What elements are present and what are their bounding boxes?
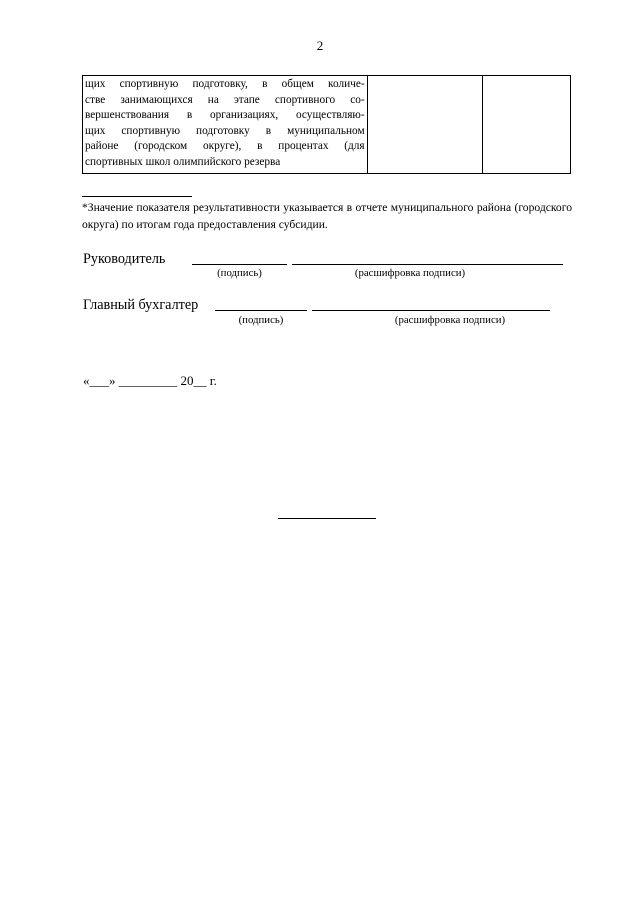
description-line: щих спортивную подготовку в муниципальном <box>85 124 365 137</box>
head-signature-line <box>192 263 287 265</box>
chief-accountant-signature-line <box>215 309 307 311</box>
description-line: стве занимающихся на этапе спортивного со- <box>85 93 365 106</box>
indicator-description <box>83 76 367 173</box>
head-signature-caption: (подпись) <box>217 267 262 279</box>
chief-accountant-signature-caption: (подпись) <box>238 314 284 326</box>
head-label: Руководитель <box>83 251 166 267</box>
page-number: 2 <box>316 38 324 53</box>
indicator-value-cell-2 <box>482 76 570 174</box>
chief-accountant-label: Главный бухгалтер <box>83 297 199 313</box>
head-decoding-line <box>292 263 563 265</box>
indicator-table <box>82 75 571 174</box>
head-decoding-caption: (расшифровка подписи) <box>354 267 466 279</box>
table-row <box>83 76 571 174</box>
chief-accountant-decoding-caption: (расшифровка подписи) <box>394 314 506 326</box>
indicator-value-cell <box>367 76 482 174</box>
description-line: районе (городском округе), в процентах (для <box>85 140 365 153</box>
chief-accountant-decoding-line <box>312 309 550 311</box>
end-separator <box>278 518 376 519</box>
footnote-text: *Значение показателя результативности указывается в отчете муниципального района (городского округа) по итогам года предоставления субсидии. <box>82 201 572 231</box>
description-line: вершенствования в организациях, осуществляю- <box>85 109 365 122</box>
description-line: спортивных школ олимпийского резерва <box>85 155 281 168</box>
footnote-separator <box>82 196 192 197</box>
description-line: щих спортивную подготовку, в общем количе- <box>85 78 365 90</box>
indicator-description-cell <box>83 76 368 174</box>
date-line: «___» _________ 20__ г. <box>83 373 217 388</box>
